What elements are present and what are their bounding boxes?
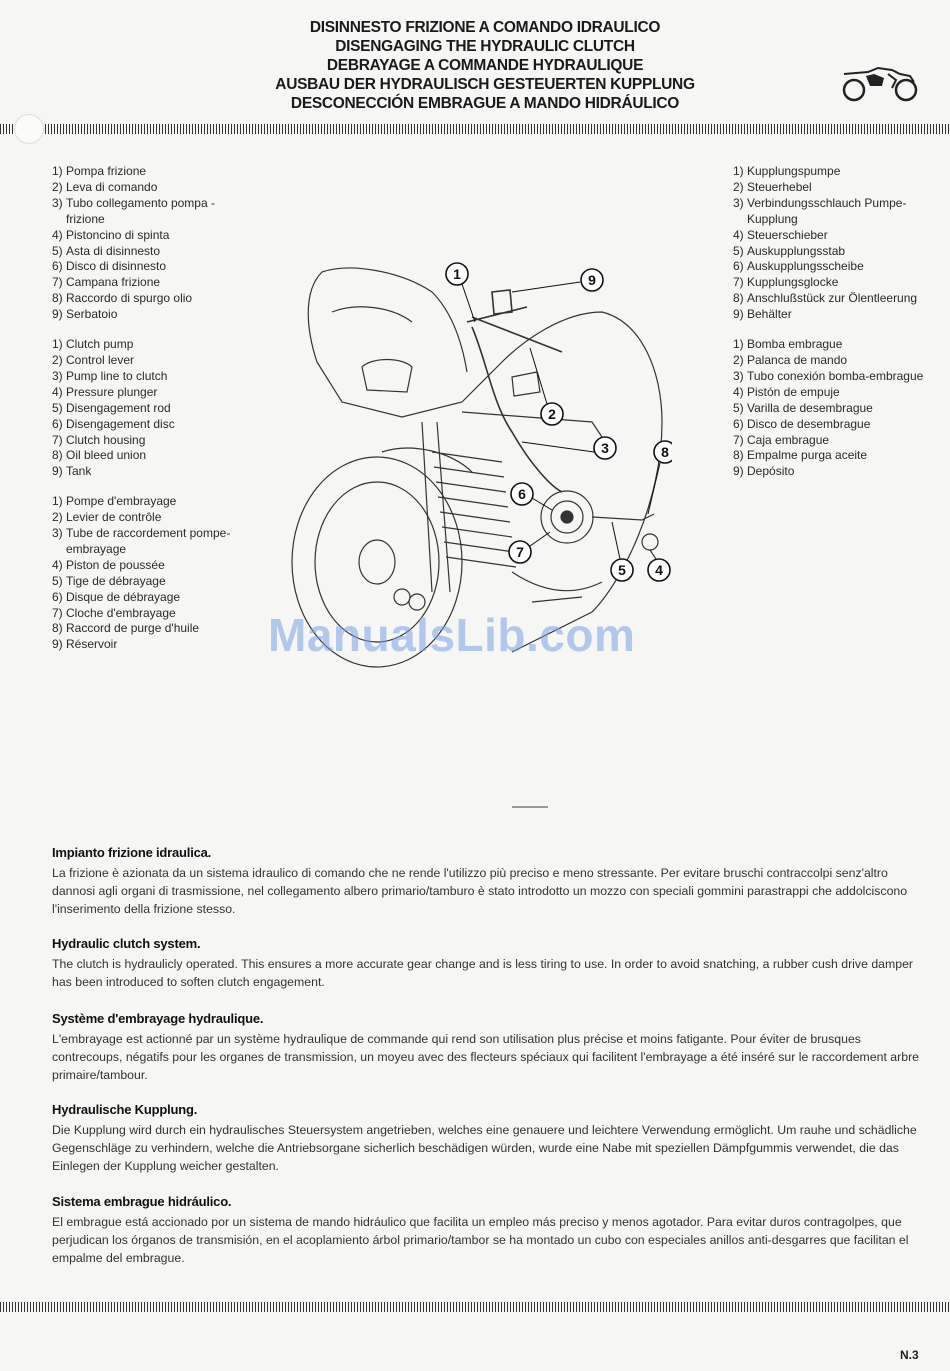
- legend-item: 8) Raccord de purge d'huile: [52, 621, 200, 636]
- title-german: AUSBAU DER HYDRAULISCH GESTEUERTEN KUPPLUNG: [275, 76, 695, 93]
- legend-item: 6) Disco de desembrague: [733, 416, 871, 431]
- legend-right: [733, 164, 928, 480]
- legend-item: 2) Control lever: [52, 352, 135, 367]
- section-german: [52, 1102, 922, 1175]
- legend-item: 1) Clutch pump: [52, 337, 134, 352]
- section-spanish: [52, 1194, 922, 1267]
- section-body: L'embrayage est actionné par un système hydraulique de commande qui rend son utilisation plus précise et moins fatigante. Pour éviter de brusques contrecoups, négatifs pour les organes de transmission, un moyeu avec des flecteurs spéciaux qui facilitent l'embrayage a été inséré sur le raccordement arbre primaire/tambour.: [52, 1032, 920, 1082]
- title-spanish: DESCONECCIÓN EMBRAGUE A MANDO HIDRÁULICO: [290, 95, 680, 112]
- legend-item: 8) Raccordo di spurgo olio: [52, 291, 193, 306]
- callout-6: [511, 483, 552, 510]
- legend-item: 2) Palanca de mando: [733, 352, 848, 367]
- legend-item: 1) Pompe d'embrayage: [52, 494, 177, 509]
- legend-item: 7) Kupplungsglocke: [733, 275, 839, 290]
- section-heading: Impianto frizione idraulica.: [52, 845, 212, 860]
- legend-item: 3) Verbindungsschlauch Pumpe-: [733, 195, 907, 210]
- legend-item: 8) Anschlußstück zur Ölentleerung: [733, 291, 918, 306]
- legend-gap: [733, 323, 928, 337]
- legend-item: frizione: [66, 211, 105, 226]
- legend-left: [52, 164, 242, 653]
- svg-text:7: 7: [516, 544, 524, 560]
- svg-text:3: 3: [601, 440, 609, 456]
- legend-item: 4) Steuerschieber: [733, 227, 828, 242]
- legend-item: 3) Tube de raccordement pompe-: [52, 526, 231, 541]
- svg-text:8: 8: [661, 444, 669, 460]
- section-body: La frizione è azionata da un sistema idraulico di comando che ne rende l'utilizzo più preciso e meno stressante. Per evitare bruschi contraccolpi senz'altro dannosi agli organi di trasmissione, nel collegamento albero primario/tamburo è stato introdotto un mozzo con speciali gommini parastrappi che addolciscono l'inserimento della frizione stesso.: [52, 866, 908, 916]
- legend-item: 2) Levier de contrôle: [52, 510, 162, 525]
- legend-item: 3) Tubo collegamento pompa -: [52, 195, 215, 210]
- section-heading: Sistema embrague hidráulico.: [52, 1194, 232, 1209]
- page-title-block: [190, 18, 780, 113]
- legend-item: 6) Disengagement disc: [52, 416, 175, 431]
- section-italian: [52, 845, 922, 918]
- legend-item: 7) Campana frizione: [52, 275, 161, 290]
- legend-item: 5) Varilla de desembrague: [733, 400, 873, 415]
- callout-4: [648, 550, 670, 581]
- legend-item: 5) Tige de débrayage: [52, 573, 166, 588]
- legend-gap: [52, 480, 242, 494]
- svg-text:2: 2: [548, 406, 556, 422]
- legend-item: 7) Caja embrague: [733, 432, 830, 447]
- title-french: DEBRAYAGE A COMMANDE HYDRAULIQUE: [326, 57, 644, 74]
- legend-item: 9) Réservoir: [52, 637, 118, 652]
- legend-item: 1) Kupplungspumpe: [733, 164, 841, 178]
- callout-1: [446, 263, 475, 322]
- svg-text:4: 4: [655, 562, 663, 578]
- legend-item: 8) Oil bleed union: [52, 448, 147, 463]
- legend-item: 2) Leva di comando: [52, 179, 158, 194]
- legend-item: 7) Clutch housing: [52, 432, 146, 447]
- top-divider: [0, 124, 950, 134]
- legend-item: 1) Bomba embrague: [733, 337, 843, 352]
- legend-item: 5) Asta di disinnesto: [52, 243, 161, 258]
- svg-text:9: 9: [588, 272, 596, 288]
- svg-text:1: 1: [453, 266, 461, 282]
- legend-item: 4) Pressure plunger: [52, 384, 158, 399]
- section-heading: Hydraulische Kupplung.: [52, 1102, 198, 1117]
- callout-8: [648, 441, 672, 514]
- section-body: The clutch is hydraulicly operated. This ensures a more accurate gear change and is less tiring to use. In order to avoid snatching, a rubber cush drive damper has been introduced to soften clutch engagement.: [52, 957, 914, 989]
- binder-hole: [14, 114, 44, 144]
- legend-item: 4) Piston de poussée: [52, 557, 165, 572]
- callout-7: [509, 532, 550, 563]
- legend-item: 1) Pompa frizione: [52, 164, 147, 178]
- legend-item: 9) Serbatoio: [52, 307, 118, 322]
- svg-text:6: 6: [518, 486, 526, 502]
- section-french: [52, 1011, 922, 1084]
- legend-item: Kupplung: [747, 211, 798, 226]
- legend-item: 5) Auskupplungsstab: [733, 243, 846, 258]
- bottom-divider: [0, 1302, 950, 1312]
- watermark: ManualsLib.com: [268, 609, 636, 661]
- callout-2: [530, 348, 563, 425]
- section-heading: Système d'embrayage hydraulique.: [52, 1011, 264, 1026]
- svg-text:5: 5: [618, 562, 626, 578]
- legend-item: 4) Pistoncino di spinta: [52, 227, 170, 242]
- title-italian: DISINNESTO FRIZIONE A COMANDO IDRAULICO: [309, 19, 661, 36]
- legend-item: embrayage: [66, 541, 127, 556]
- legend-item: 3) Pump line to clutch: [52, 368, 168, 383]
- section-english: [52, 936, 922, 991]
- divider-mark: [512, 806, 548, 808]
- legend-gap: [52, 323, 242, 337]
- legend-item: 7) Cloche d'embrayage: [52, 605, 176, 620]
- callout-9: [512, 269, 603, 292]
- legend-item: 6) Disco di disinnesto: [52, 259, 167, 274]
- legend-item: 3) Tubo conexión bomba-embrague: [733, 368, 924, 383]
- title-english: DISENGAGING THE HYDRAULIC CLUTCH: [335, 38, 635, 55]
- legend-item: 9) Tank: [52, 464, 92, 479]
- page-number: N.3: [900, 1348, 919, 1362]
- callout-3: [522, 437, 616, 459]
- section-body: Die Kupplung wird durch ein hydraulisches Steuersystem angetrieben, welches eine genauere und leichtere Verwendung ermöglicht. Um rauhe und schädliche Gegenschläge zu verhindern, welche die Antriebsorgane sicherlich beschädigen würden, wurde eine Nabe mit speziellen Dämpfgummis verwendet, die das Einlegen der Kupplung weicher gestalten.: [52, 1123, 917, 1173]
- callout-5: [611, 522, 633, 581]
- legend-item: 9) Depósito: [733, 464, 795, 479]
- section-body: El embrague está accionado por un sistema de mando hidráulico que facilita un empleo más preciso y menos agotador. Para evitar duros contragolpes, que perjudican los órganos de transmisión, en el acoplamiento árbol primario/tambor se ha montado un cubo con especiales anillos anti-desgarres que facilitan el empalme del embrague.: [52, 1215, 909, 1265]
- legend-item: 5) Disengagement rod: [52, 400, 171, 415]
- legend-item: 8) Empalme purga aceite: [733, 448, 868, 463]
- legend-item: 2) Steuerhebel: [733, 179, 812, 194]
- legend-item: 6) Disque de débrayage: [52, 589, 181, 604]
- section-heading: Hydraulic clutch system.: [52, 936, 201, 951]
- legend-item: 9) Behälter: [733, 307, 792, 322]
- legend-item: 6) Auskupplungsscheibe: [733, 259, 864, 274]
- motorcycle-icon: [838, 60, 922, 104]
- legend-item: 4) Pistón de empuje: [733, 384, 840, 399]
